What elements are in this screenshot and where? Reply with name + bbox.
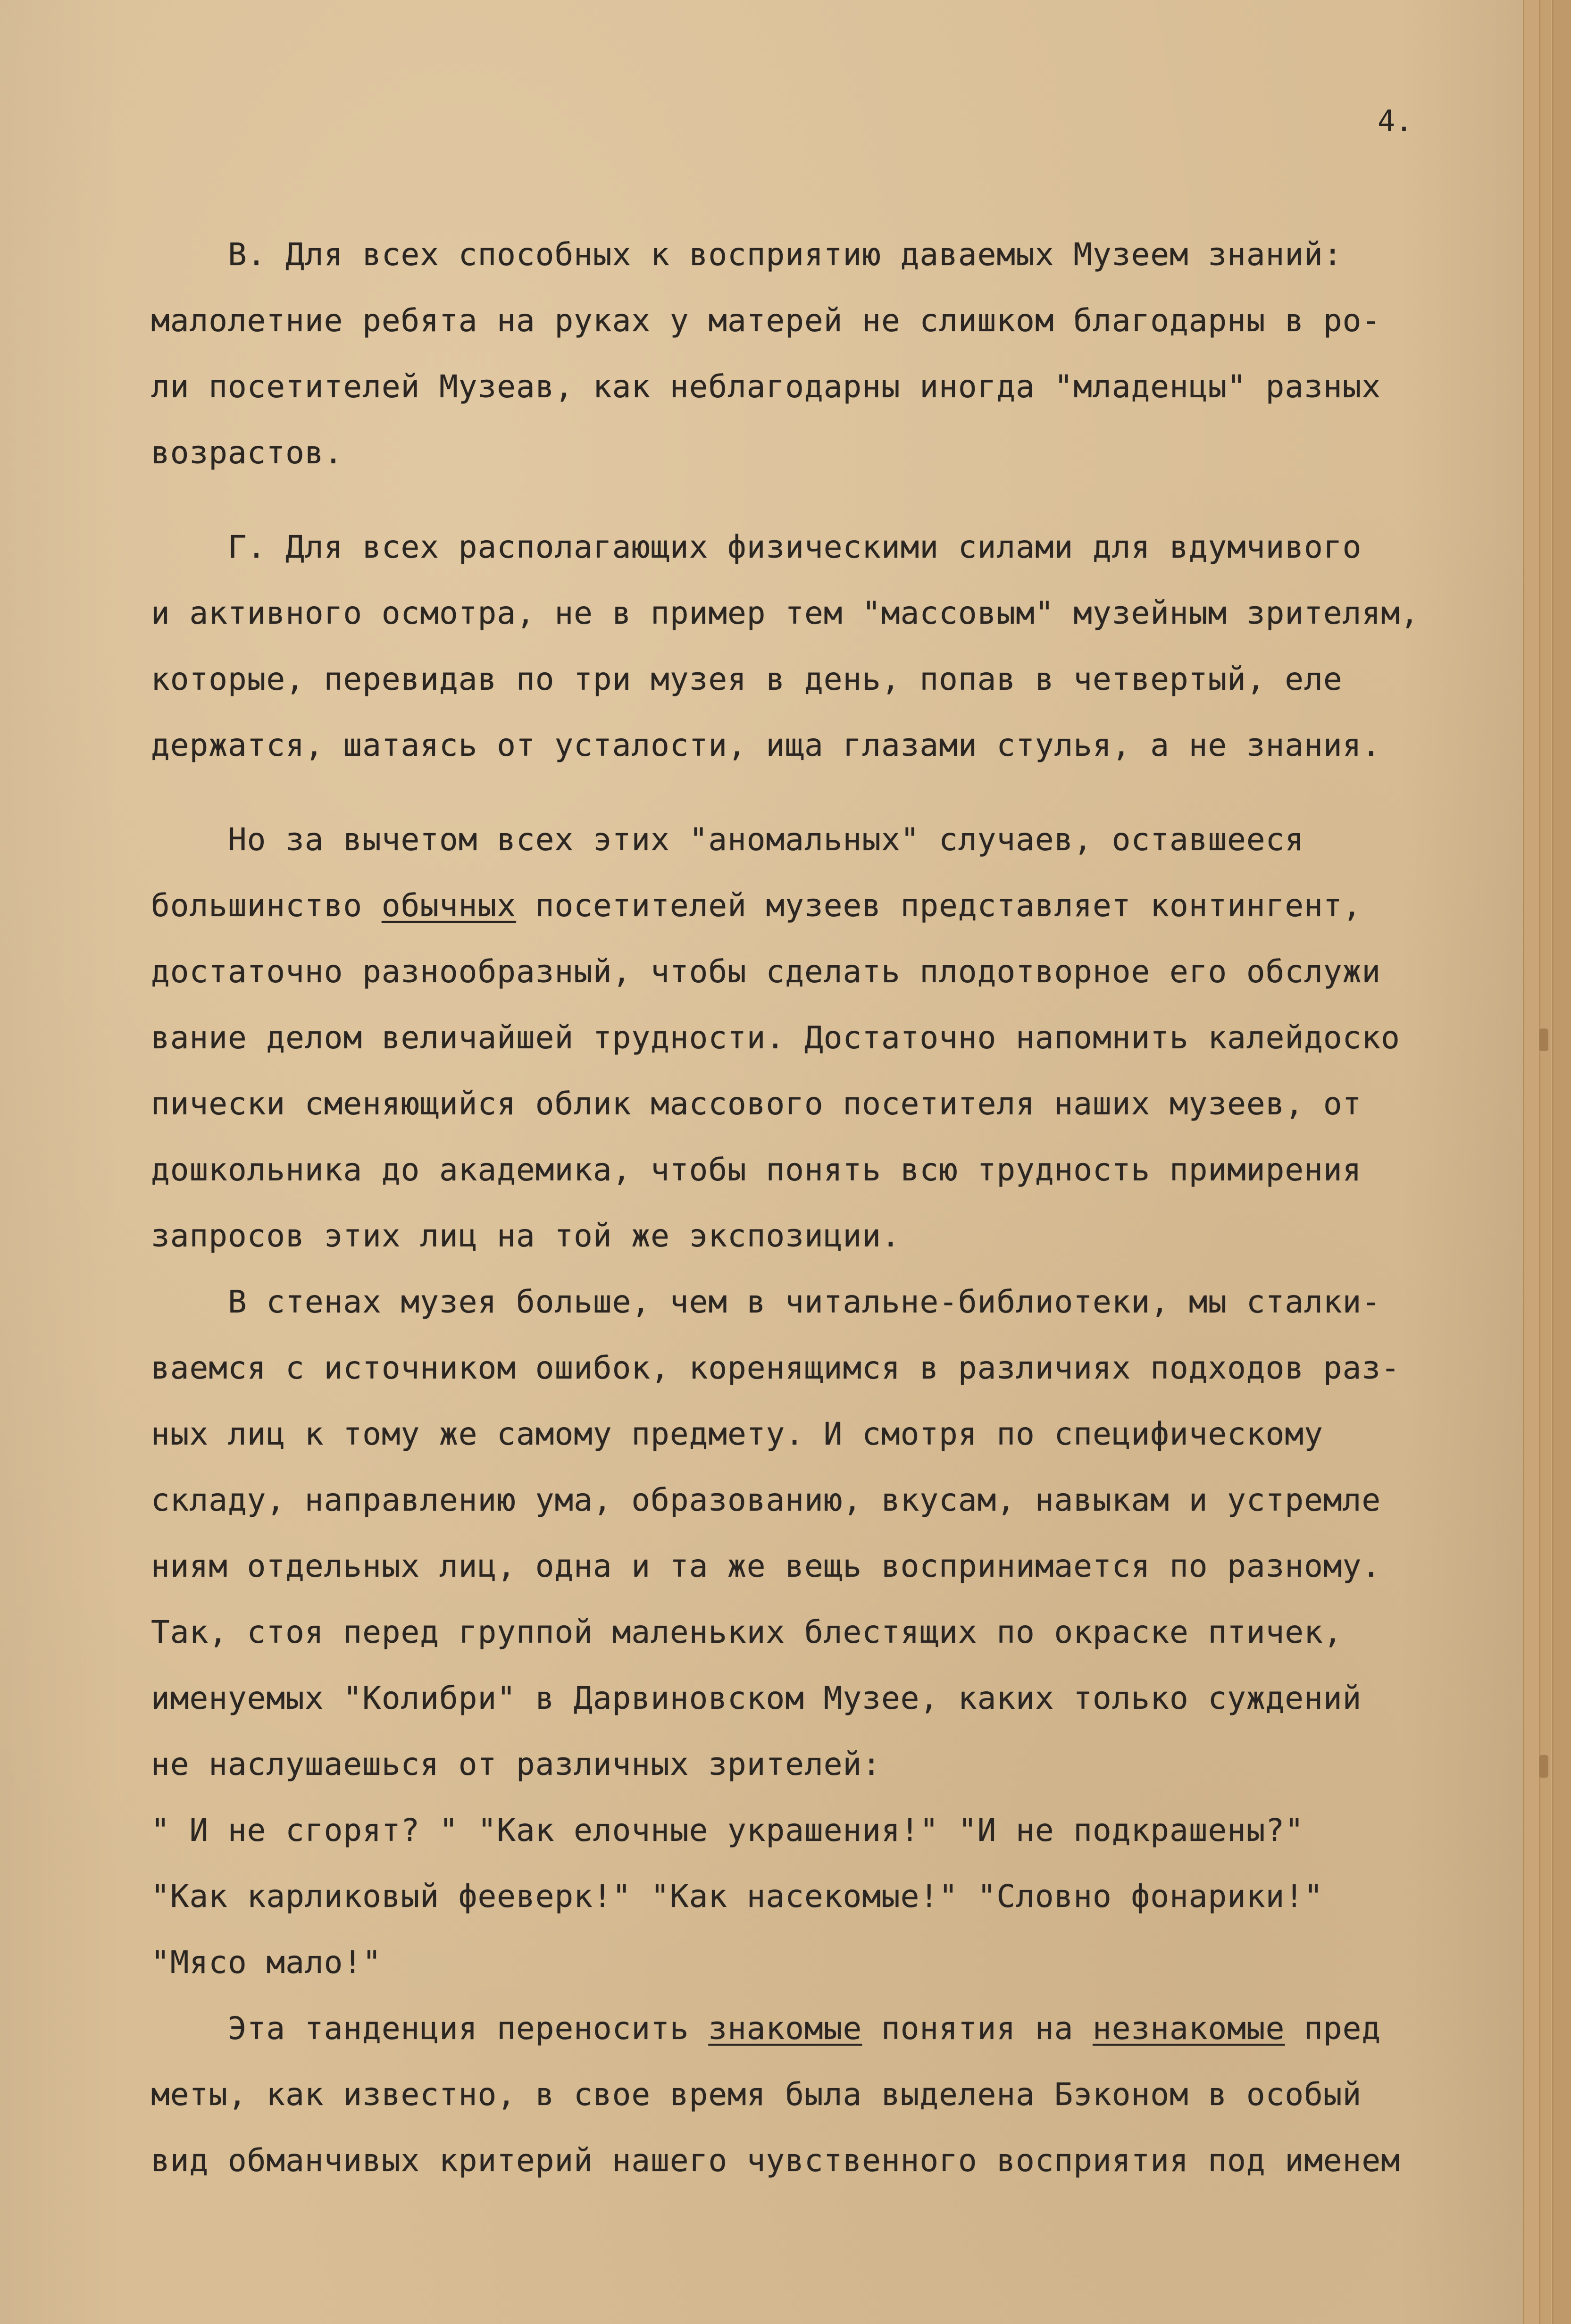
underlying-page-edge [1523,0,1538,2324]
text-line: " И не сгорят? " "Как елочные украшения!" "И не подкрашены?" [151,1812,1304,1848]
paragraph-gap [151,778,1529,807]
binding-hole [1539,1028,1548,1051]
text-line: Г. Для всех располагающих физическими силами для вдумчивого [151,529,1362,565]
text-line: малолетние ребята на руках у матерей не слишком благодарны в ро- [151,302,1381,339]
typewritten-text [151,222,1529,2194]
text-line: именуемых "Колибри" в Дарвиновском Музее, каких только суждений [151,1680,1362,1716]
underlined-word: обычных [381,887,516,924]
text-line: ных лиц к тому же самому предмету. И смотря по специфическому [151,1416,1323,1452]
text-line [151,873,1529,939]
text-line: не наслушаешься от различных зрителей: [151,1746,881,1782]
text-fragment: большинство [151,887,382,924]
text-line: и активного осмотра, не в пример тем "массовым" музейным зрителям, [151,595,1420,631]
text-fragment: понятия на [862,2010,1093,2047]
underlying-page-edge [1552,0,1571,2324]
text-line: складу, направлению ума, образованию, вкусам, навыкам и устремле [151,1482,1381,1518]
text-fragment: Эта танденция переносить [151,2010,709,2047]
text-line: ли посетителей Музеав, как неблагодарны иногда "младенцы" разных [151,368,1381,405]
text-line: дошкольника до академика, чтобы понять всю трудность примирения [151,1152,1362,1188]
text-line: меты, как известно, в свое время была выделена Бэконом в особый [151,2076,1362,2113]
underlined-word: незнакомые [1093,2010,1285,2047]
underlined-word: знакомые [708,2010,862,2047]
text-line [151,1996,1529,2062]
text-line: достаточно разнообразный, чтобы сделать плодотворное его обслужи [151,953,1381,990]
text-line: запросов этих лиц на той же экспозиции. [151,1218,901,1254]
text-line: вание делом величайшей трудности. Достаточно напомнить калейдоско [151,1020,1400,1056]
text-fragment: пред [1285,2010,1381,2047]
paragraph-gap [151,486,1529,514]
text-line: В. Для всех способных к восприятию даваемых Музеем знаний: [151,236,1343,273]
text-line: которые, перевидав по три музея в день, попав в четвертый, еле [151,661,1343,697]
page-number: 4. [1378,104,1413,138]
text-line: ниям отдельных лиц, одна и та же вещь воспринимается по разному. [151,1548,1381,1584]
text-line: Но за вычетом всех этих "аномальных" случаев, оставшееся [151,821,1304,858]
text-line: "Как карликовый фееверк!" "Как насекомые!" "Словно фонарики!" [151,1878,1323,1914]
binding-hole [1539,1755,1548,1778]
text-line: ваемся с источником ошибок, коренящимся в различиях подходов раз- [151,1350,1400,1386]
text-line: В стенах музея больше, чем в читальне-библиотеки, мы сталки- [151,1284,1381,1320]
text-line: вид обманчивых критерий нашего чувственного восприятия под именем [151,2142,1400,2179]
text-line: держатся, шатаясь от усталости, ища глазами стулья, а не знания. [151,727,1381,763]
underlying-page-edge [1539,0,1551,2324]
text-fragment: посетителей музеев представляет контингент, [516,887,1362,924]
text-line: пически сменяющийся облик массового посетителя наших музеев, от [151,1086,1362,1122]
text-line: "Мясо мало!" [151,1944,382,1981]
text-line: возрастов. [151,435,343,471]
text-line: Так, стоя перед группой маленьких блестящих по окраске птичек, [151,1614,1343,1650]
